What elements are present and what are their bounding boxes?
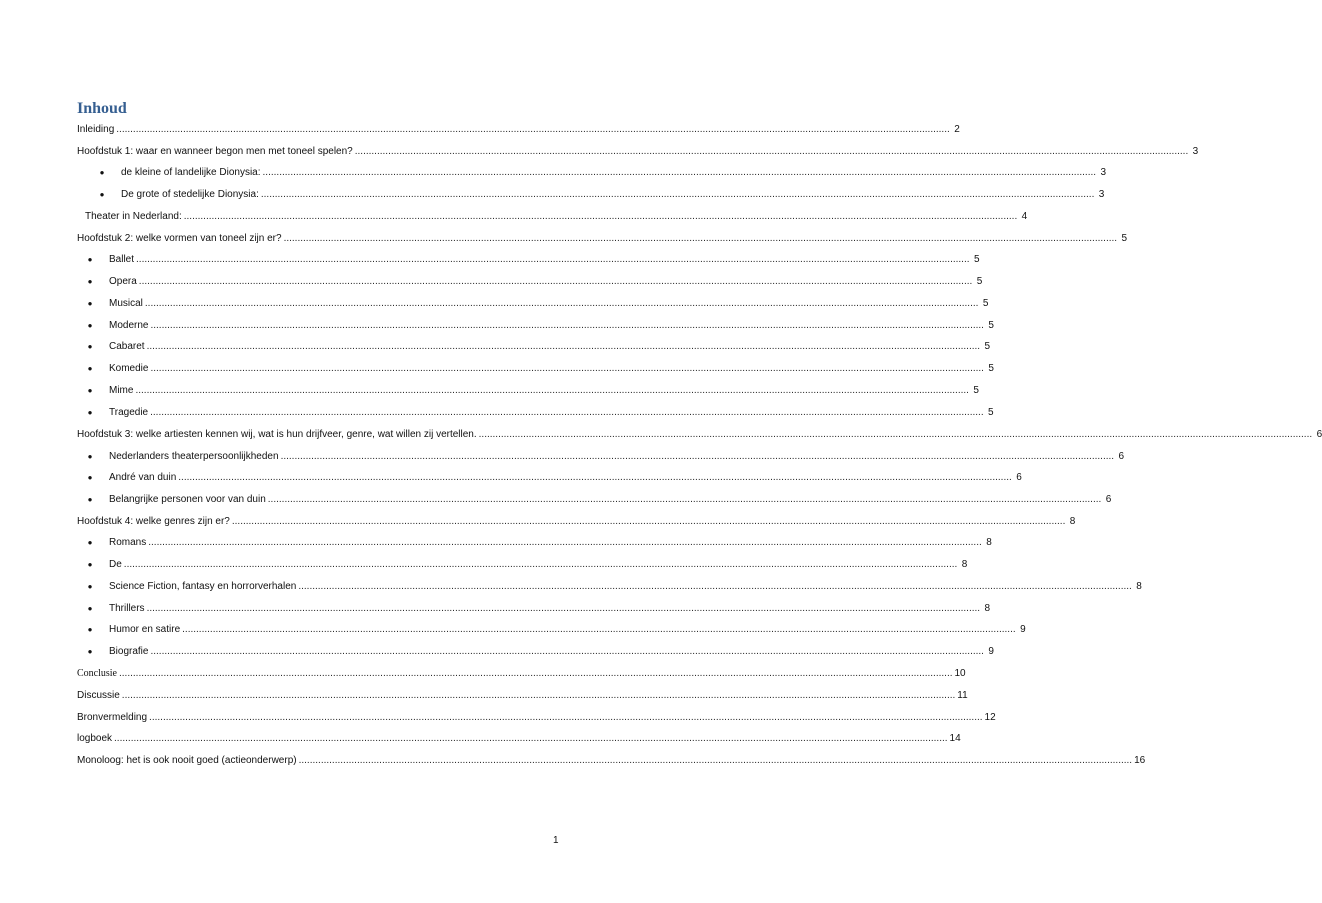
toc-entry-page: 12 (984, 712, 996, 723)
toc-entry-page: 3 (1100, 167, 1107, 178)
toc-entry[interactable] (85, 470, 1022, 484)
bullet-icon: ● (87, 538, 93, 547)
toc-entry-page: 10 (954, 668, 966, 679)
dot-leader: ............................................................................................................................................................................................................................................................................................................ (298, 755, 1133, 766)
toc-entry-label: Bronvermelding (77, 712, 148, 723)
toc-entry[interactable] (77, 753, 1146, 767)
dot-leader: ............................................................................................................................................................................................................................................................................................................ (150, 320, 984, 331)
dot-leader: ............................................................................................................................................................................................................................................................................................................ (146, 341, 981, 352)
toc-entry[interactable] (85, 252, 980, 266)
dot-leader: ............................................................................................................................................................................................................................................................................................................ (183, 211, 1018, 222)
toc-entry-page: 5 (984, 341, 991, 352)
dot-leader: ............................................................................................................................................................................................................................................................................................................ (149, 712, 983, 723)
dot-leader: ............................................................................................................................................................................................................................................................................................................ (178, 472, 1012, 483)
toc-entry-page: 8 (1136, 581, 1142, 592)
toc-entry-page: 6 (1316, 429, 1322, 440)
toc-entry-page: 14 (949, 733, 961, 744)
dot-leader: ............................................................................................................................................................................................................................................................................................................ (119, 668, 953, 679)
toc-entry-label: Hoofdstuk 4: welke genres zijn er? (77, 516, 230, 527)
bullet-icon: ● (87, 495, 93, 504)
dot-leader: ............................................................................................................................................................................................................................................................................................................ (150, 407, 984, 418)
toc-entry-label: Hoofdstuk 1: waar en wanneer begon men met toneel spelen? (77, 146, 353, 157)
bullet-icon: ● (87, 321, 93, 330)
bullet-icon: ● (87, 604, 93, 613)
toc-entry-label: logboek (77, 733, 113, 744)
dot-leader: ............................................................................................................................................................................................................................................................................................................ (114, 733, 948, 744)
dot-leader: ............................................................................................................................................................................................................................................................................................................ (138, 276, 973, 287)
toc-entry[interactable] (85, 622, 1026, 636)
toc-entry[interactable] (85, 361, 994, 375)
toc-entry[interactable] (77, 122, 960, 136)
toc-entry-page: 5 (976, 276, 983, 287)
toc-entry-label: Theater in Nederland: (85, 211, 182, 222)
toc-entry-label: Mime (109, 385, 134, 396)
toc-entry-page: 8 (984, 603, 991, 614)
toc-entry-page: 6 (1016, 472, 1022, 483)
dot-leader: ............................................................................................................................................................................................................................................................................................................ (144, 298, 979, 309)
toc-entry-label: Moderne (109, 320, 149, 331)
toc-entry[interactable] (85, 492, 1112, 506)
toc-entry[interactable] (85, 449, 1125, 463)
bullet-icon: ● (87, 386, 93, 395)
dot-leader: ............................................................................................................................................................................................................................................................................................................ (354, 146, 1189, 157)
toc-entry[interactable] (85, 209, 1028, 223)
toc-entry-label: De grote of stedelijke Dionysia: (121, 189, 259, 200)
toc-entry[interactable] (97, 165, 1107, 179)
toc-entry[interactable] (77, 688, 968, 702)
bullet-icon: ● (87, 473, 93, 482)
dot-leader: ............................................................................................................................................................................................................................................................................................................ (136, 254, 970, 265)
page-number: 1 (553, 835, 559, 846)
toc-entry[interactable] (77, 514, 1076, 528)
toc-entry-page: 3 (1192, 146, 1199, 157)
toc-entry-label: Hoofdstuk 3: welke artiesten kennen wij, wat is hun drijfveer, genre, wat willen zij vertellen. (77, 429, 477, 440)
bullet-icon: ● (87, 342, 93, 351)
dot-leader: ............................................................................................................................................................................................................................................................................................................ (150, 646, 984, 657)
toc-entry-page: 3 (1098, 189, 1105, 200)
toc-entry-label: Nederlanders theaterpersoonlijkheden (109, 451, 279, 462)
toc-entry-page: 5 (1121, 233, 1128, 244)
toc-entry[interactable] (77, 144, 1199, 158)
toc-entry[interactable] (85, 274, 983, 288)
toc-entry[interactable] (85, 535, 992, 549)
bullet-icon: ● (87, 255, 93, 264)
bullet-icon: ● (87, 408, 93, 417)
toc-entry-label: Komedie (109, 363, 149, 374)
dot-leader: ............................................................................................................................................................................................................................................................................................................ (283, 233, 1118, 244)
toc-entry[interactable] (77, 710, 996, 724)
toc-entry-page: 9 (1020, 624, 1026, 635)
toc-entry-label: Humor en satire (109, 624, 181, 635)
toc-entry[interactable] (85, 601, 991, 615)
dot-leader: ............................................................................................................................................................................................................................................................................................................ (150, 363, 984, 374)
dot-leader: ............................................................................................................................................................................................................................................................................................................ (121, 690, 956, 701)
toc-entry-label: Discussie (77, 690, 120, 701)
toc-entry-label: Thrillers (109, 603, 145, 614)
toc-entry-page: 5 (988, 363, 994, 374)
toc-entry[interactable] (85, 383, 979, 397)
dot-leader: ............................................................................................................................................................................................................................................................................................................ (298, 581, 1132, 592)
dot-leader: ............................................................................................................................................................................................................................................................................................................ (123, 559, 958, 570)
toc-entry-page: 8 (1069, 516, 1076, 527)
bullet-icon: ● (87, 364, 93, 373)
toc-entry-label: André van duin (109, 472, 177, 483)
toc-entry[interactable] (85, 339, 991, 353)
toc-entry[interactable] (85, 318, 994, 332)
toc-entry-label: Belangrijke personen voor van duin (109, 494, 266, 505)
toc-entry-label: Inleiding (77, 124, 115, 135)
toc-entry-page: 5 (988, 407, 994, 418)
toc-entry[interactable] (85, 557, 968, 571)
toc-entry-page: 9 (988, 646, 994, 657)
toc-entry-page: 5 (988, 320, 994, 331)
bullet-icon: ● (87, 452, 93, 461)
toc-entry-label: de kleine of landelijke Dionysia: (121, 167, 261, 178)
toc-entry-page: 6 (1118, 451, 1125, 462)
toc-entry-label: Musical (109, 298, 143, 309)
toc-entry-page: 6 (1105, 494, 1112, 505)
toc-entry-label: Science Fiction, fantasy en horrorverhalen (109, 581, 297, 592)
dot-leader: ............................................................................................................................................................................................................................................................................................................ (182, 624, 1016, 635)
toc-entry[interactable] (85, 405, 994, 419)
bullet-icon: ● (99, 168, 105, 177)
toc-entry-label: Ballet (109, 254, 135, 265)
toc-entry-page: 5 (973, 385, 979, 396)
dot-leader: ............................................................................................................................................................................................................................................................................................................ (262, 167, 1097, 178)
dot-leader: ............................................................................................................................................................................................................................................................................................................ (148, 537, 982, 548)
dot-leader: ............................................................................................................................................................................................................................................................................................................ (146, 603, 981, 614)
dot-leader: ............................................................................................................................................................................................................................................................................................................ (231, 516, 1066, 527)
dot-leader: ............................................................................................................................................................................................................................................................................................................ (280, 451, 1115, 462)
toc-entry-label: Conclusie (77, 668, 117, 679)
toc-entry-page: 8 (986, 537, 992, 548)
bullet-icon: ● (87, 647, 93, 656)
toc-entry[interactable] (77, 731, 961, 745)
toc-entry[interactable] (85, 296, 989, 310)
bullet-icon: ● (99, 190, 105, 199)
toc-entry-page: 5 (982, 298, 989, 309)
toc-entry-label: Cabaret (109, 341, 145, 352)
toc-entry-page: 11 (957, 690, 968, 701)
dot-leader: ............................................................................................................................................................................................................................................................................................................ (267, 494, 1102, 505)
toc-entry[interactable] (85, 579, 1142, 593)
toc-entry-label: Opera (109, 276, 137, 287)
dot-leader: ............................................................................................................................................................................................................................................................................................................ (116, 124, 950, 135)
dot-leader: ............................................................................................................................................................................................................................................................................................................ (478, 429, 1313, 440)
toc-entry[interactable] (97, 187, 1105, 201)
bullet-icon: ● (87, 582, 93, 591)
toc-entry-page: 16 (1134, 755, 1146, 766)
toc-title: Inhoud (77, 100, 127, 117)
toc-entry-label: Monoloog: het is ook nooit goed (actieonderwerp) (77, 755, 297, 766)
bullet-icon: ● (87, 277, 93, 286)
toc-entry-page: 8 (961, 559, 968, 570)
toc-entry-label: De (109, 559, 122, 570)
toc-entry[interactable] (77, 666, 966, 680)
dot-leader: ............................................................................................................................................................................................................................................................................................................ (260, 189, 1095, 200)
bullet-icon: ● (87, 299, 93, 308)
toc-entry-label: Tragedie (109, 407, 149, 418)
toc-entry[interactable] (77, 427, 1322, 441)
toc-entry[interactable] (85, 644, 994, 658)
toc-entry-label: Romans (109, 537, 147, 548)
toc-entry-label: Biografie (109, 646, 149, 657)
toc-entry-page: 4 (1021, 211, 1028, 222)
toc-entry-page: 2 (954, 124, 960, 135)
toc-entry-page: 5 (973, 254, 980, 265)
bullet-icon: ● (87, 560, 93, 569)
toc-entry[interactable] (77, 231, 1128, 245)
toc-entry-label: Hoofdstuk 2: welke vormen van toneel zijn er? (77, 233, 282, 244)
bullet-icon: ● (87, 625, 93, 634)
dot-leader: ............................................................................................................................................................................................................................................................................................................ (135, 385, 969, 396)
